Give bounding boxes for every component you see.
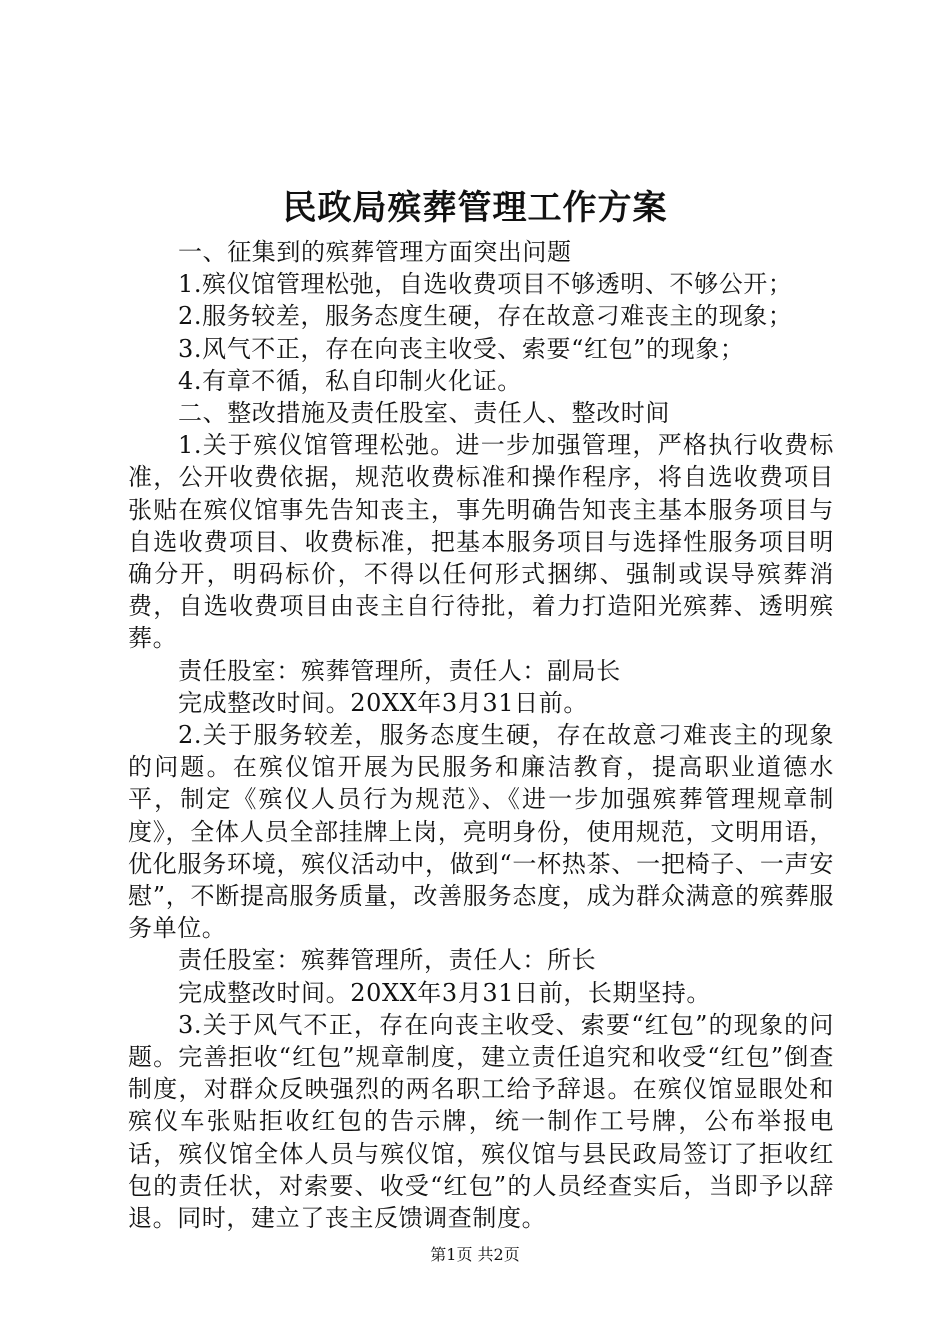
deadline-line-2: 完成整改时间。20XX年3月31日前，长期坚持。 [178, 978, 711, 1007]
measure-paragraph-3: 3.关于风气不正，存在向丧主收受、索要“红包”的现象的问题。完善拒收“红包”规章制度，建立责任追究和收受“红包”倒查制度，对群众反映强烈的两名职工给予辞退。在殡仪馆显眼处和殡仪车张贴拒收红包的告示牌，统一制作工号牌，公布举报电话，殡仪馆全体人员与殡仪馆，殡仪馆与县民政局签订了拒收红包的责任状，对索要、收受“红包”的人员经查实后，当即予以辞退。同时，建立了丧主反馈调查制度。 [128, 1010, 834, 1233]
problem-item-4: 4.有章不循，私自印制火化证。 [178, 366, 522, 395]
measure-paragraph-1: 1.关于殡仪馆管理松弛。进一步加强管理，严格执行收费标准，公开收费依据，规范收费标准和操作程序，将自选收费项目张贴在殡仪馆事先告知丧主，事先明确告知丧主基本服务项目与自选收费项目、收费标准，把基本服务项目与选择性服务项目明确分开，明码标价，不得以任何形式捆绑、强制或误导殡葬消费，自选收费项目由丧主自行待批，着力打造阳光殡葬、透明殡葬。 [128, 431, 834, 653]
problem-item-2: 2.服务较差，服务态度生硬，存在故意刁难丧主的现象； [178, 302, 793, 331]
responsibility-line-2: 责任股室：殡葬管理所，责任人：所长 [178, 946, 597, 975]
document-title: 民政局殡葬管理工作方案 [282, 188, 668, 228]
deadline-line-1: 完成整改时间。20XX年3月31日前。 [178, 688, 588, 717]
measure-paragraph-2: 2.关于服务较差，服务态度生硬，存在故意刁难丧主的现象的问题。在殡仪馆开展为民服务和廉洁教育，提高职业道德水平，制定《殡仪人员行为规范》、《进一步加强殡葬管理规章制度》，全体人员全部挂牌上岗，亮明身份，使用规范，文明用语，优化服务环境，殡仪活动中，做到“一杯热茶、一把椅子、一声安慰”，不断提高服务质量，改善服务态度，成为群众满意的殡葬服务单位。 [128, 721, 834, 943]
page-footer: 第1页 共2页 [430, 1245, 520, 1264]
problem-item-1: 1.殡仪馆管理松弛，自选收费项目不够透明、不够公开； [178, 270, 793, 299]
problem-item-3: 3.风气不正，存在向丧主收受、索要“红包”的现象； [178, 334, 745, 363]
section-heading-measures: 二、整改措施及责任股室、责任人、整改时间 [178, 399, 670, 428]
section-heading-problems: 一、征集到的殡葬管理方面突出问题 [178, 238, 572, 266]
document-body [128, 236, 834, 1234]
responsibility-line-1: 责任股室：殡葬管理所，责任人：副局长 [178, 656, 621, 685]
